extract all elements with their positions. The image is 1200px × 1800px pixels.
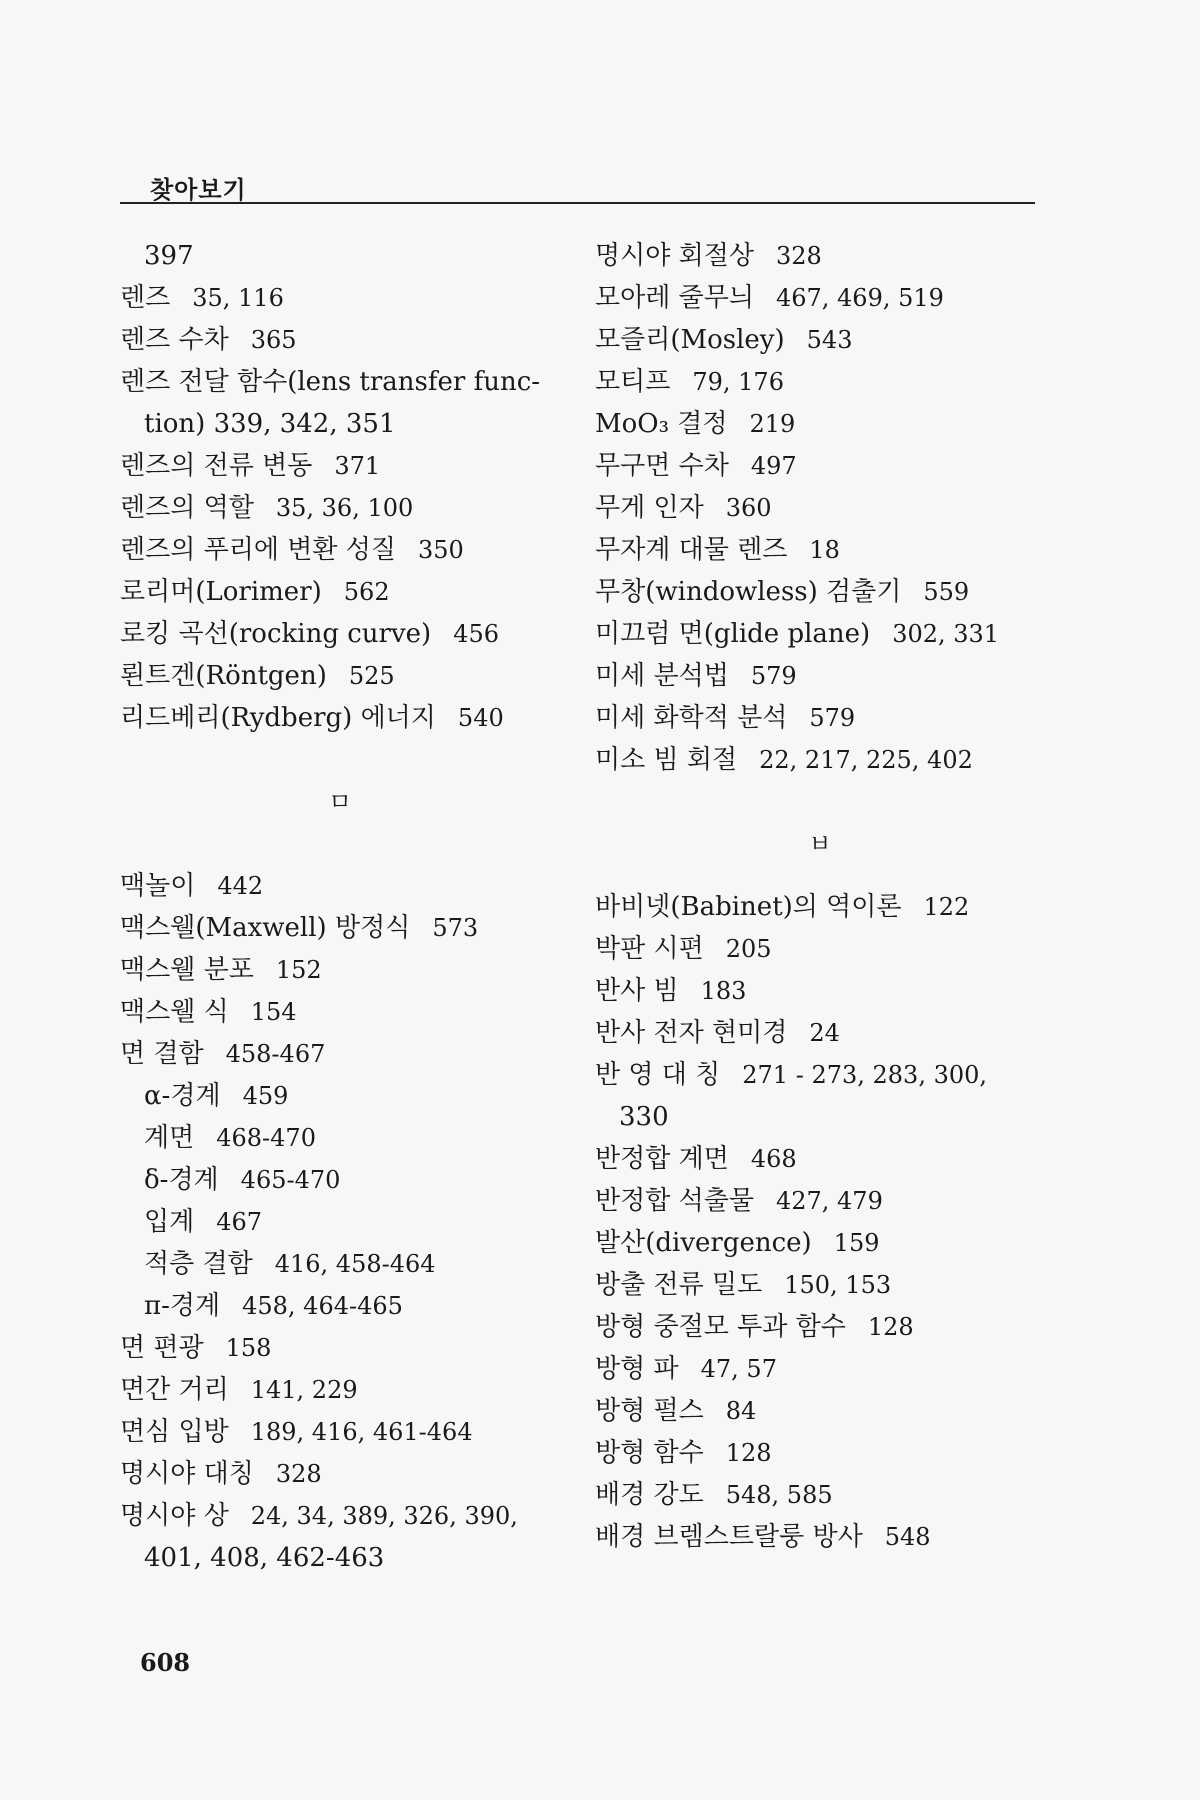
index-entry — [120, 949, 560, 991]
index-entry — [595, 1180, 1045, 1222]
index-term: 미끄럼 면(glide plane) — [595, 619, 871, 649]
index-pages: 365 — [250, 326, 297, 354]
index-subentry — [120, 1075, 560, 1117]
index-entry — [595, 1516, 1045, 1558]
index-term: 반 영 대 칭 — [595, 1060, 721, 1090]
index-pages: 128 — [867, 1313, 914, 1341]
index-pages: 152 — [275, 956, 322, 984]
index-term: MoO₃ 결정 — [595, 409, 728, 439]
spacer — [595, 865, 1045, 886]
index-term: 맥스웰 식 — [120, 997, 229, 1027]
index-pages: 189, 416, 461-464 — [250, 1418, 473, 1446]
index-term: 무게 인자 — [595, 493, 704, 523]
index-pages: 328 — [275, 1460, 322, 1488]
index-entry — [595, 655, 1045, 697]
index-entry — [120, 487, 560, 529]
index-pages: 350 — [417, 536, 464, 564]
index-pages: 150, 153 — [784, 1271, 892, 1299]
index-term: 반정합 계면 — [595, 1144, 729, 1174]
index-term: 무창(windowless) 검출기 — [595, 577, 902, 607]
index-entry — [595, 970, 1045, 1012]
index-term: 반정합 석출물 — [595, 1186, 754, 1216]
index-pages: 456 — [453, 620, 500, 648]
index-entry — [595, 361, 1045, 403]
index-pages: 24 — [809, 1019, 840, 1047]
index-term: 바비넷(Babinet)의 역이론 — [595, 892, 902, 922]
section-heading: ㅁ — [328, 788, 352, 816]
index-entry — [120, 1495, 560, 1537]
index-entry — [595, 445, 1045, 487]
index-pages: 525 — [348, 662, 395, 690]
index-term: 렌즈 전달 함수(lens transfer func- — [120, 367, 541, 397]
index-pages: 562 — [343, 578, 390, 606]
index-term: 모즐리(Mosley) — [595, 325, 785, 355]
index-pages: 24, 34, 389, 326, 390, — [250, 1502, 518, 1530]
index-term: 입계 — [144, 1207, 195, 1237]
index-entry — [120, 1411, 560, 1453]
index-term: 박판 시편 — [595, 934, 704, 964]
index-entry — [120, 991, 560, 1033]
index-term: 무자계 대물 렌즈 — [595, 535, 788, 565]
spacer — [120, 823, 560, 865]
index-entry — [595, 1012, 1045, 1054]
index-entry — [595, 1432, 1045, 1474]
index-pages: 84 — [725, 1397, 757, 1425]
index-pages: 579 — [750, 662, 797, 690]
index-entry — [120, 445, 560, 487]
index-pages: 22, 217, 225, 402 — [759, 746, 973, 774]
index-pages: 205 — [725, 935, 772, 963]
index-entry — [595, 1054, 1045, 1096]
index-pages: 141, 229 — [250, 1376, 358, 1404]
index-term: 명시야 대칭 — [120, 1459, 254, 1489]
index-entry — [595, 319, 1045, 361]
index-term: 면심 입방 — [120, 1417, 229, 1447]
index-term: 명시야 상 — [120, 1501, 229, 1531]
index-pages: 154 — [250, 998, 297, 1026]
index-entry — [120, 571, 560, 613]
index-term: 배경 브렘스트랄룽 방사 — [595, 1522, 863, 1552]
index-pages: 579 — [809, 704, 856, 732]
index-pages: 467 — [216, 1208, 263, 1236]
index-entry — [120, 613, 560, 655]
index-entry — [595, 697, 1045, 739]
index-pages: 79, 176 — [692, 368, 784, 396]
index-pages: 128 — [725, 1439, 772, 1467]
index-pages: 302, 331 — [892, 620, 1000, 648]
index-entry — [595, 886, 1045, 928]
index-term: 맥스웰 분포 — [120, 955, 254, 985]
index-pages: 548 — [884, 1523, 931, 1551]
index-entry — [120, 697, 560, 739]
index-pages: 559 — [923, 578, 970, 606]
index-entry-continuation: 330 — [619, 1102, 669, 1132]
index-pages: 459 — [242, 1082, 289, 1110]
index-entry — [120, 655, 560, 697]
index-entry — [595, 1306, 1045, 1348]
index-entry — [595, 739, 1045, 781]
index-entry — [120, 1327, 560, 1369]
index-subentry — [120, 1285, 560, 1327]
index-pages: 442 — [217, 872, 264, 900]
index-entry — [595, 277, 1045, 319]
index-pages: 497 — [750, 452, 797, 480]
index-entry — [120, 529, 560, 571]
index-entry — [595, 1222, 1045, 1264]
index-entry — [595, 1264, 1045, 1306]
index-entry — [595, 1348, 1045, 1390]
index-entry — [595, 529, 1045, 571]
index-entry — [120, 1453, 560, 1495]
index-pages: 543 — [806, 326, 853, 354]
index-term: 미소 빔 회절 — [595, 745, 738, 775]
index-term: 로리머(Lorimer) — [120, 577, 322, 607]
index-term: 렌즈 — [120, 283, 171, 313]
index-entry — [120, 319, 560, 361]
index-entry — [120, 907, 560, 949]
index-entry-continuation: 401, 408, 462-463 — [144, 1543, 385, 1573]
index-term: 방형 펄스 — [595, 1396, 704, 1426]
index-term: 반사 전자 현미경 — [595, 1018, 788, 1048]
index-pages: 122 — [923, 893, 970, 921]
index-pages: 158 — [225, 1334, 272, 1362]
header-rule — [120, 202, 1035, 204]
index-column-left — [120, 235, 560, 1579]
index-term: 방출 전류 밀도 — [595, 1270, 763, 1300]
index-term: 맥스웰(Maxwell) 방정식 — [120, 913, 411, 943]
index-term: 적층 결함 — [144, 1249, 253, 1279]
index-pages: 548, 585 — [725, 1481, 833, 1509]
index-term: 맥놀이 — [120, 871, 196, 901]
index-term: π-경계 — [144, 1291, 221, 1321]
index-term: α-경계 — [144, 1081, 221, 1111]
page-title: 찾아보기 — [150, 176, 247, 204]
index-term: 렌즈의 푸리에 변환 성질 — [120, 535, 396, 565]
index-pages: 360 — [725, 494, 772, 522]
index-pages: 159 — [833, 1229, 880, 1257]
index-pages: 271 - 273, 283, 300, — [742, 1061, 988, 1089]
index-term: 렌즈의 전류 변동 — [120, 451, 313, 481]
index-pages: 458-467 — [225, 1040, 326, 1068]
index-term: 렌즈의 역할 — [120, 493, 254, 523]
index-pages: 427, 479 — [775, 1187, 883, 1215]
index-term: 무구면 수차 — [595, 451, 729, 481]
index-pages: 458, 464-465 — [242, 1292, 403, 1320]
index-term: δ-경계 — [144, 1165, 219, 1195]
index-entry — [120, 1033, 560, 1075]
index-term: 명시야 회절상 — [595, 241, 754, 271]
index-pages: 219 — [749, 410, 796, 438]
index-subentry — [120, 1201, 560, 1243]
index-entry — [595, 928, 1045, 970]
index-entry — [120, 361, 560, 403]
index-term: 발산(divergence) — [595, 1228, 812, 1258]
index-entry-continuation: tion) 339, 342, 351 — [144, 409, 396, 439]
index-term: 면 편광 — [120, 1333, 204, 1363]
index-entry — [595, 1138, 1045, 1180]
index-entry — [595, 403, 1045, 445]
index-subentry — [120, 1243, 560, 1285]
index-pages: 573 — [432, 914, 479, 942]
index-term: 모아레 줄무늬 — [595, 283, 754, 313]
index-entry-continuation: 397 — [144, 241, 194, 271]
index-pages: 35, 36, 100 — [275, 494, 414, 522]
index-term: 방형 파 — [595, 1354, 679, 1384]
page-number: 608 — [140, 1648, 191, 1677]
index-entry — [120, 865, 560, 907]
index-term: 렌즈 수차 — [120, 325, 229, 355]
index-pages: 328 — [775, 242, 822, 270]
index-entry — [595, 613, 1045, 655]
index-pages: 467, 469, 519 — [775, 284, 944, 312]
index-entry — [595, 1474, 1045, 1516]
index-entry — [595, 571, 1045, 613]
index-pages: 468 — [750, 1145, 797, 1173]
index-pages: 371 — [334, 452, 381, 480]
index-subentry — [120, 1159, 560, 1201]
index-subentry — [120, 1117, 560, 1159]
index-entry — [595, 1390, 1045, 1432]
index-term: 면간 거리 — [120, 1375, 229, 1405]
index-pages: 18 — [809, 536, 840, 564]
index-term: 미세 화학적 분석 — [595, 703, 788, 733]
index-pages: 47, 57 — [700, 1355, 777, 1383]
index-term: 반사 빔 — [595, 976, 679, 1006]
index-term: 로킹 곡선(rocking curve) — [120, 619, 432, 649]
index-pages: 183 — [700, 977, 747, 1005]
index-term: 리드베리(Rydberg) 에너지 — [120, 703, 436, 733]
spacer — [595, 781, 1045, 823]
index-pages: 35, 116 — [192, 284, 284, 312]
index-term: 미세 분석법 — [595, 661, 729, 691]
index-pages: 540 — [457, 704, 504, 732]
index-term: 방형 중절모 투과 함수 — [595, 1312, 846, 1342]
index-pages: 465-470 — [240, 1166, 341, 1194]
section-heading: ㅂ — [808, 830, 832, 858]
index-term: 뢴트겐(Röntgen) — [120, 661, 327, 691]
index-term: 방형 함수 — [595, 1438, 704, 1468]
index-term: 모티프 — [595, 367, 671, 397]
index-entry — [120, 277, 560, 319]
index-column-right — [595, 235, 1045, 1558]
index-term: 배경 강도 — [595, 1480, 704, 1510]
spacer — [120, 739, 560, 781]
index-entry — [595, 235, 1045, 277]
index-term: 계면 — [144, 1123, 195, 1153]
index-term: 면 결함 — [120, 1039, 204, 1069]
index-entry — [595, 487, 1045, 529]
index-entry — [120, 1369, 560, 1411]
index-pages: 416, 458-464 — [274, 1250, 436, 1278]
index-pages: 468-470 — [216, 1124, 316, 1152]
